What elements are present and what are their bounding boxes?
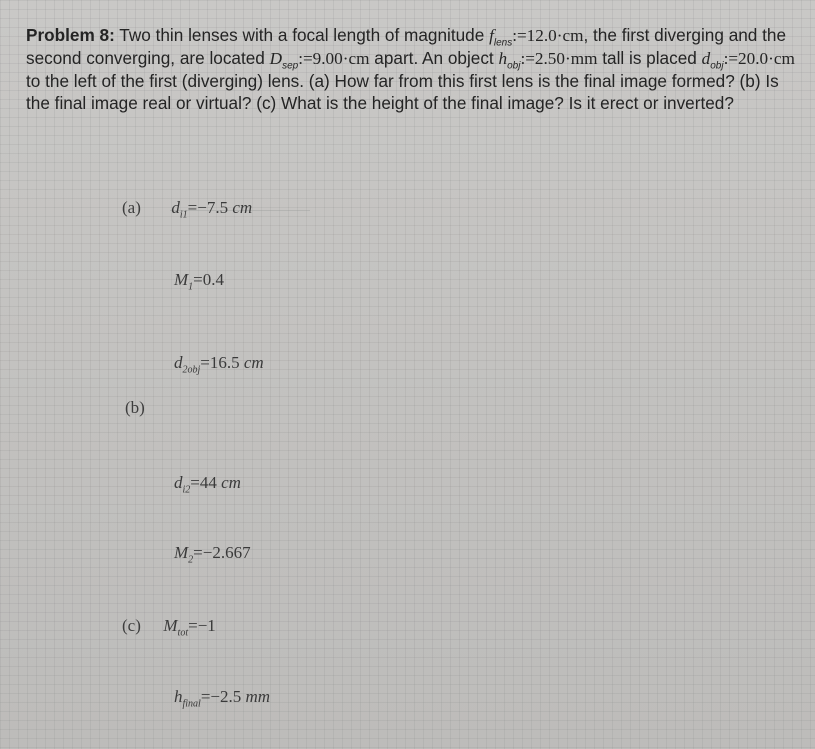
- m2-symbol: M: [174, 543, 189, 562]
- part-a-label: (a): [122, 198, 141, 217]
- answer-image-distance-2: [174, 473, 241, 496]
- hfinal-symbol: h: [174, 687, 183, 706]
- di2-subscript: i2: [182, 484, 191, 496]
- mtot-subscript: tot: [177, 627, 189, 639]
- separation-subscript: sep: [282, 60, 299, 72]
- hfinal-unit: mm: [245, 687, 271, 706]
- di1-unit: cm: [232, 198, 253, 217]
- object-distance-symbol: d: [701, 49, 711, 68]
- mtot-value: =−1: [188, 616, 216, 635]
- di1-subscript: i1: [179, 209, 188, 221]
- answer-magnification-2: [174, 543, 251, 566]
- d2obj-value: =16.5: [200, 353, 240, 372]
- m1-subscript: 1: [188, 281, 194, 293]
- mtot-symbol: M: [163, 616, 178, 635]
- d2obj-subscript: 2obj: [182, 364, 201, 376]
- answer-final-height: [174, 687, 271, 710]
- part-b-label: (b): [125, 398, 145, 417]
- problem-text-part-4: tall is placed: [602, 48, 697, 68]
- object-height-symbol: h: [498, 49, 508, 68]
- di2-symbol: d: [174, 473, 183, 492]
- separation-value: :=9.00·cm: [298, 49, 370, 68]
- problem-number: Problem 8:: [26, 25, 115, 45]
- part-c-label: (c): [122, 616, 141, 635]
- answer-second-object-distance: [174, 353, 264, 376]
- object-distance-subscript: obj: [710, 60, 724, 72]
- answer-magnification-1: [174, 270, 225, 293]
- separation-symbol: D: [269, 49, 283, 68]
- answer-c-total-magnification: [122, 616, 216, 639]
- d2obj-symbol: d: [174, 353, 183, 372]
- focal-length-subscript: lens: [493, 37, 513, 49]
- di1-value: =−7.5: [187, 198, 229, 217]
- problem-text-part-1: Two thin lenses with a focal length of magnitude: [119, 25, 485, 45]
- focal-length-symbol: f: [489, 26, 494, 45]
- d2obj-unit: cm: [243, 353, 264, 372]
- m2-subscript: 2: [188, 554, 194, 566]
- answer-b-label: [125, 398, 145, 418]
- problem-text-part-5: to the left of the first (diverging) lens. (a) How far from this first lens is the final image formed? (b) Is the final image real or virtual? (c) What is the height of the final image? Is it erect or inverted?: [26, 71, 779, 113]
- focal-length-value: :=12.0·cm: [512, 26, 584, 45]
- answer-a-image-distance-1: [122, 198, 253, 221]
- problem-text-part-3: apart. An object: [374, 48, 494, 68]
- problem-text: [26, 24, 796, 114]
- di2-value: =44: [190, 473, 217, 492]
- m2-value: =−2.667: [193, 543, 251, 562]
- di1-symbol: d: [171, 198, 180, 217]
- di2-unit: cm: [221, 473, 241, 492]
- m1-symbol: M: [174, 270, 189, 289]
- object-height-subscript: obj: [507, 60, 521, 72]
- m1-value: =0.4: [193, 270, 225, 289]
- object-height-value: :=2.50·mm: [520, 49, 598, 68]
- object-distance-value: :=20.0·cm: [723, 49, 795, 68]
- hfinal-value: =−2.5: [200, 687, 242, 706]
- problem-text-part-2: , the first diverging and the second converging, are located: [26, 25, 787, 68]
- problem-statement: [26, 24, 796, 114]
- hfinal-subscript: final: [182, 698, 201, 710]
